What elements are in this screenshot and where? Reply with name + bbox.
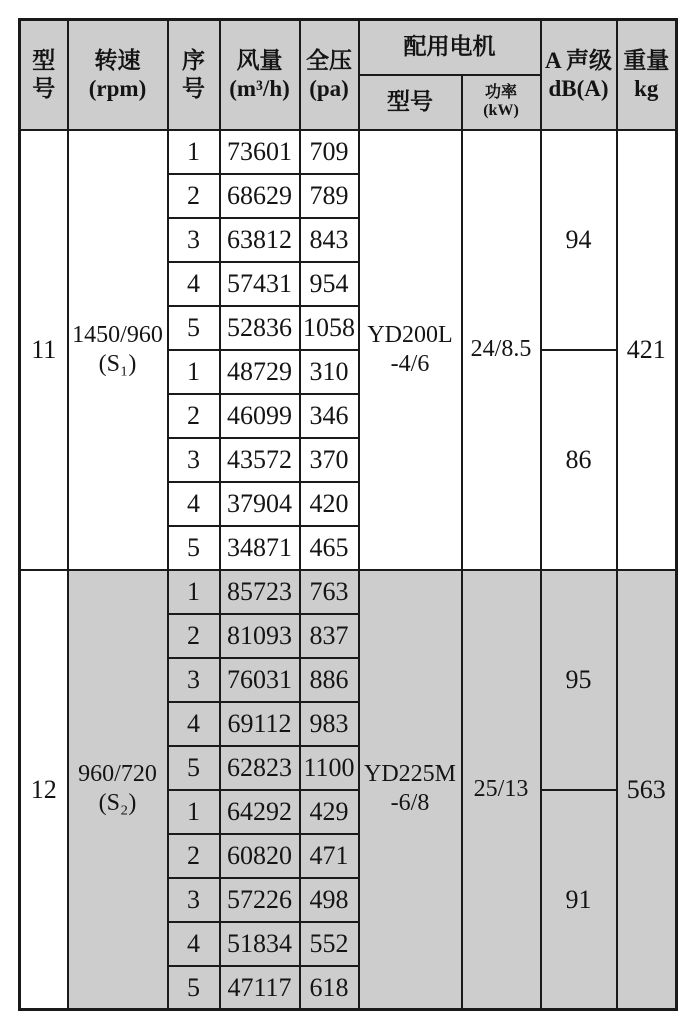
speed-cell: 1450/960 (S₁) bbox=[68, 130, 168, 570]
header-airflow: 风量 (m³/h) bbox=[220, 20, 300, 130]
airflow-cell: 34871 bbox=[220, 526, 300, 570]
pressure-cell: 310 bbox=[300, 350, 359, 394]
serial-cell: 4 bbox=[168, 482, 220, 526]
pressure-cell: 1058 bbox=[300, 306, 359, 350]
pressure-cell: 954 bbox=[300, 262, 359, 306]
serial-cell: 5 bbox=[168, 306, 220, 350]
pressure-cell: 1100 bbox=[300, 746, 359, 790]
airflow-cell: 46099 bbox=[220, 394, 300, 438]
serial-cell: 4 bbox=[168, 922, 220, 966]
serial-cell: 2 bbox=[168, 394, 220, 438]
airflow-cell: 73601 bbox=[220, 130, 300, 174]
airflow-cell: 85723 bbox=[220, 570, 300, 614]
serial-cell: 3 bbox=[168, 218, 220, 262]
serial-cell: 5 bbox=[168, 526, 220, 570]
pressure-cell: 429 bbox=[300, 790, 359, 834]
header-motor-group: 配用电机 bbox=[359, 20, 541, 75]
airflow-cell: 63812 bbox=[220, 218, 300, 262]
model-cell: 12 bbox=[20, 570, 68, 1010]
pressure-cell: 370 bbox=[300, 438, 359, 482]
header-sound: A 声级 dB(A) bbox=[541, 20, 617, 130]
header-speed: 转速 (rpm) bbox=[68, 20, 168, 130]
airflow-cell: 52836 bbox=[220, 306, 300, 350]
serial-cell: 3 bbox=[168, 878, 220, 922]
sound-cell: 91 bbox=[541, 790, 617, 1010]
motor-power-cell: 25/13 bbox=[462, 570, 541, 1010]
pressure-cell: 552 bbox=[300, 922, 359, 966]
serial-cell: 2 bbox=[168, 174, 220, 218]
sound-cell: 86 bbox=[541, 350, 617, 570]
pressure-cell: 837 bbox=[300, 614, 359, 658]
pressure-cell: 618 bbox=[300, 966, 359, 1010]
airflow-cell: 68629 bbox=[220, 174, 300, 218]
header-pressure: 全压 (pa) bbox=[300, 20, 359, 130]
airflow-cell: 57226 bbox=[220, 878, 300, 922]
header-motor-power: 功率 (kW) bbox=[462, 75, 541, 130]
fan-spec-table bbox=[18, 18, 678, 1011]
pressure-cell: 886 bbox=[300, 658, 359, 702]
serial-cell: 4 bbox=[168, 262, 220, 306]
serial-cell: 3 bbox=[168, 658, 220, 702]
sound-cell: 95 bbox=[541, 570, 617, 790]
header-weight: 重量 kg bbox=[617, 20, 677, 130]
serial-cell: 3 bbox=[168, 438, 220, 482]
pressure-cell: 465 bbox=[300, 526, 359, 570]
airflow-cell: 64292 bbox=[220, 790, 300, 834]
pressure-cell: 843 bbox=[300, 218, 359, 262]
airflow-cell: 69112 bbox=[220, 702, 300, 746]
motor-model-cell: YD225M -6/8 bbox=[359, 570, 462, 1010]
pressure-cell: 346 bbox=[300, 394, 359, 438]
airflow-cell: 37904 bbox=[220, 482, 300, 526]
serial-cell: 5 bbox=[168, 966, 220, 1010]
speed-cell: 960/720 (S₂) bbox=[68, 570, 168, 1010]
weight-cell: 421 bbox=[617, 130, 677, 570]
serial-cell: 2 bbox=[168, 834, 220, 878]
sound-cell: 94 bbox=[541, 130, 617, 350]
serial-cell: 1 bbox=[168, 570, 220, 614]
serial-cell: 1 bbox=[168, 350, 220, 394]
pressure-cell: 420 bbox=[300, 482, 359, 526]
airflow-cell: 62823 bbox=[220, 746, 300, 790]
airflow-cell: 81093 bbox=[220, 614, 300, 658]
airflow-cell: 57431 bbox=[220, 262, 300, 306]
serial-cell: 1 bbox=[168, 130, 220, 174]
airflow-cell: 48729 bbox=[220, 350, 300, 394]
weight-cell: 563 bbox=[617, 570, 677, 1010]
model-cell: 11 bbox=[20, 130, 68, 570]
airflow-cell: 51834 bbox=[220, 922, 300, 966]
serial-cell: 1 bbox=[168, 790, 220, 834]
airflow-cell: 43572 bbox=[220, 438, 300, 482]
pressure-cell: 471 bbox=[300, 834, 359, 878]
header-motor-model: 型号 bbox=[359, 75, 462, 130]
airflow-cell: 60820 bbox=[220, 834, 300, 878]
pressure-cell: 983 bbox=[300, 702, 359, 746]
serial-cell: 4 bbox=[168, 702, 220, 746]
airflow-cell: 47117 bbox=[220, 966, 300, 1010]
header-serial: 序 号 bbox=[168, 20, 220, 130]
pressure-cell: 763 bbox=[300, 570, 359, 614]
pressure-cell: 789 bbox=[300, 174, 359, 218]
motor-power-cell: 24/8.5 bbox=[462, 130, 541, 570]
pressure-cell: 498 bbox=[300, 878, 359, 922]
pressure-cell: 709 bbox=[300, 130, 359, 174]
serial-cell: 5 bbox=[168, 746, 220, 790]
header-model: 型 号 bbox=[20, 20, 68, 130]
airflow-cell: 76031 bbox=[220, 658, 300, 702]
motor-model-cell: YD200L -4/6 bbox=[359, 130, 462, 570]
serial-cell: 2 bbox=[168, 614, 220, 658]
